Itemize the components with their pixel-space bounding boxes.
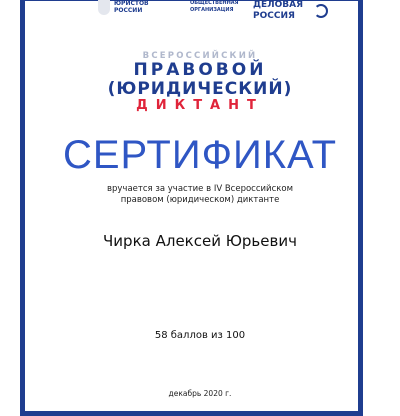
association-emblem-icon [98, 0, 110, 15]
certificate-subtitle [0, 184, 400, 206]
subtitle-line-1: вручается за участие в IV Всероссийском [107, 184, 293, 194]
dictation-line-allrussian: ВСЕРОССИЙСКИЙ [142, 51, 258, 61]
association-lawyers-logo-text: ЮРИСТОВ РОССИИ [114, 0, 149, 14]
recipient-name: Чирка Алексей Юрьевич [103, 232, 297, 250]
public-organization-logo-text: ОБЩЕСТВЕННАЯ ОРГАНИЗАЦИЯ [190, 0, 239, 13]
certificate-title: СЕРТИФИКАТ [62, 133, 338, 177]
dictation-line-legal: ПРАВОВОЙ [133, 60, 267, 80]
dictation-line-juridical: (ЮРИДИЧЕСКИЙ) [107, 79, 293, 99]
dictation-line-dictation: ДИКТАНТ [136, 98, 264, 113]
delovaya-rossiya-mark-icon [314, 4, 328, 18]
header-logos [78, 0, 310, 20]
subtitle-line-2: правовом (юридическом) диктанте [120, 195, 280, 205]
score-text: 58 баллов из 100 [154, 330, 246, 341]
delovaya-rossiya-logo-text: ДЕЛОВАЯ РОССИЯ [253, 0, 304, 21]
certificate-date: декабрь 2020 г. [168, 389, 232, 398]
